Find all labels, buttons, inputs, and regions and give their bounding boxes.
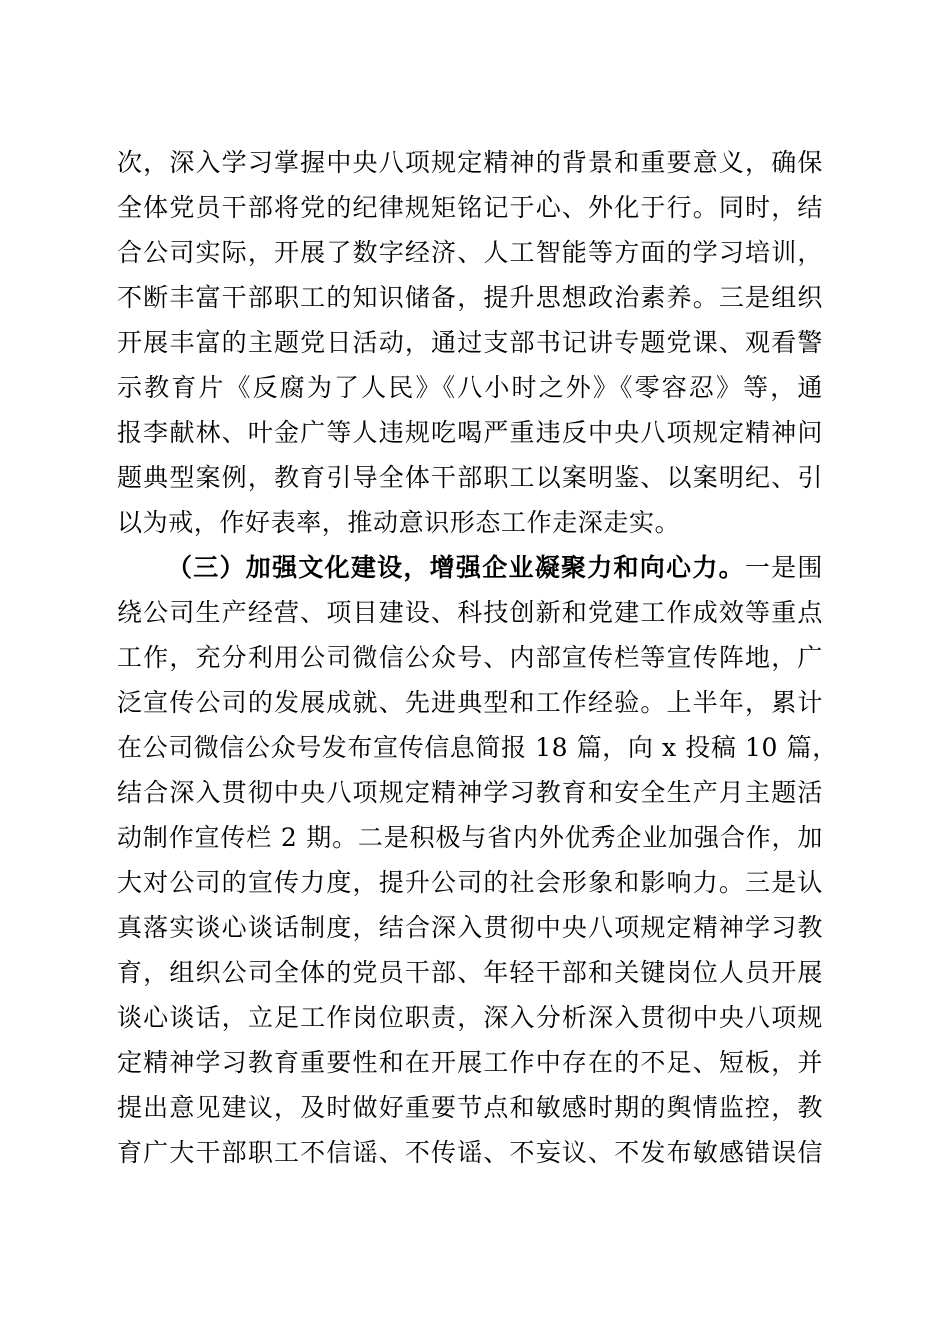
- text-line: 全体党员干部将党的纪律规矩铭记于心、外化于行。同时，结: [117, 193, 823, 222]
- section-heading-line: [167, 546, 823, 590]
- text-line: 开展丰富的主题党日活动，通过支部书记讲专题党课、观看警: [117, 328, 823, 357]
- text-line: 定精神学习教育重要性和在开展工作中存在的不足、短板，并: [117, 1048, 823, 1077]
- text-line: 提出意见建议，及时做好重要节点和敏感时期的舆情监控，教: [117, 1093, 823, 1122]
- text-line: 泛宣传公司的发展成就、先进典型和工作经验。上半年，累计: [117, 688, 823, 717]
- text-line: 结合深入贯彻中央八项规定精神学习教育和安全生产月主题活: [117, 778, 823, 807]
- text-line: 在公司微信公众号发布宣传信息简报 18 篇，向 x 投稿 10 篇，: [117, 733, 838, 762]
- text-line: 题典型案例，教育引导全体干部职工以案明鉴、以案明纪、引: [117, 463, 823, 492]
- text-line: 绕公司生产经营、项目建设、科技创新和党建工作成效等重点: [117, 598, 823, 627]
- text-line: 真落实谈心谈话制度，结合深入贯彻中央八项规定精神学习教: [117, 913, 823, 942]
- text-line: 以为戒，作好表率，推动意识形态工作走深走实。: [117, 508, 681, 537]
- text-line: 谈心谈话，立足工作岗位职责，深入分析深入贯彻中央八项规: [117, 1003, 823, 1032]
- text-line: 不断丰富干部职工的知识储备，提升思想政治素养。三是组织: [117, 283, 823, 312]
- text-line: 育，组织公司全体的党员干部、年轻干部和关键岗位人员开展: [117, 958, 823, 987]
- text-line: 次，深入学习掌握中央八项规定精神的背景和重要意义，确保: [117, 148, 823, 177]
- text-line: 动制作宣传栏 2 期。二是积极与省内外优秀企业加强合作，加: [117, 823, 823, 852]
- text-line: 合公司实际，开展了数字经济、人工智能等方面的学习培训，: [117, 238, 823, 267]
- text-line: 报李献林、叶金广等人违规吃喝严重违反中央八项规定精神问: [117, 418, 823, 447]
- text-line: 工作，充分利用公司微信公众号、内部宣传栏等宣传阵地，广: [117, 643, 823, 672]
- section-first-line-rest: 一是围: [744, 553, 823, 582]
- text-line: 育广大干部职工不信谣、不传谣、不妄议、不发布敏感错误信: [117, 1138, 823, 1167]
- text-line: 示教育片《反腐为了人民》《八小时之外》《零容忍》等，通: [117, 373, 823, 402]
- section-heading: （三）加强文化建设，增强企业凝聚力和向心力。: [167, 553, 745, 582]
- text-line: 大对公司的宣传力度，提升公司的社会形象和影响力。三是认: [117, 868, 823, 897]
